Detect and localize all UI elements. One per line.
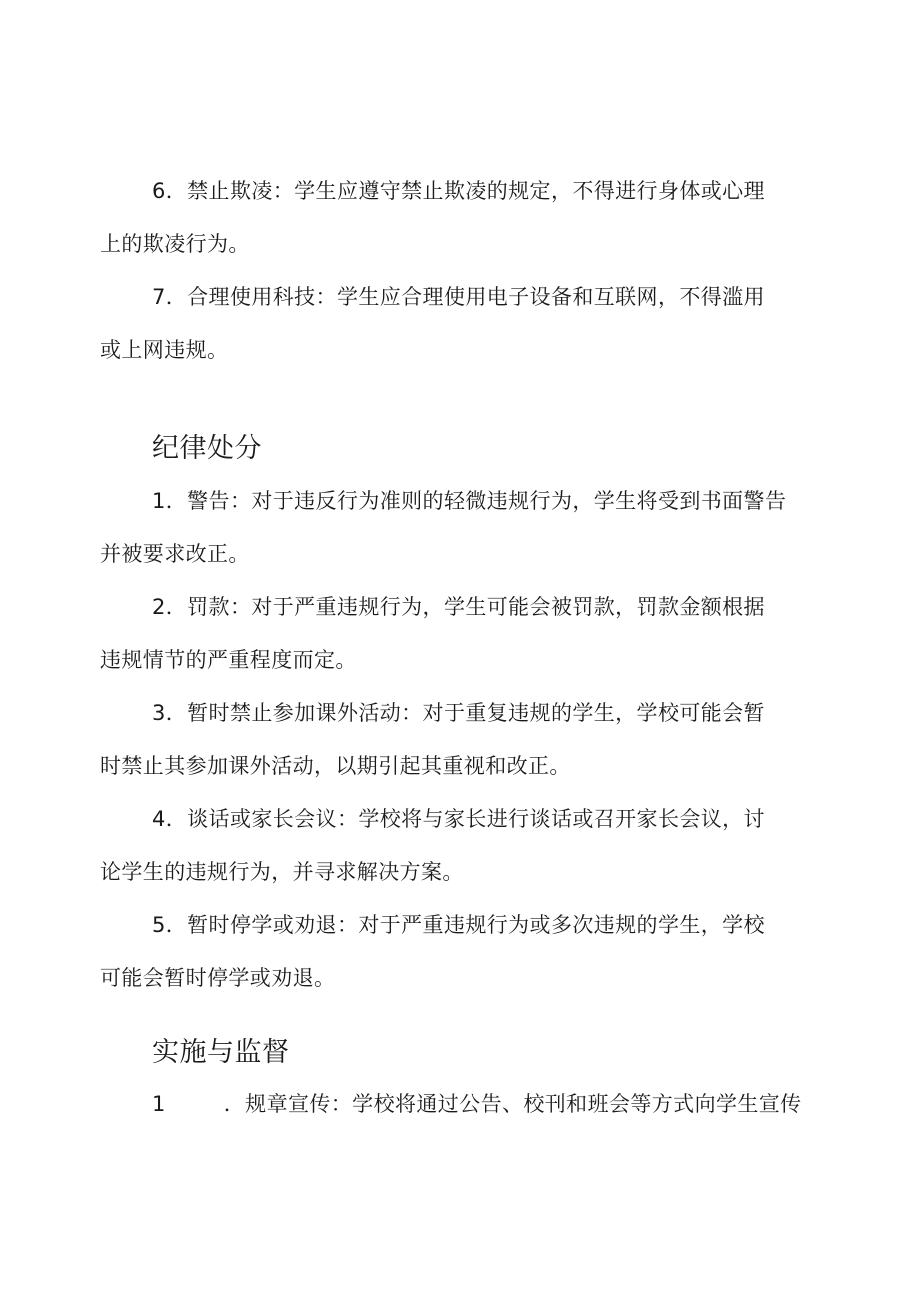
discipline-item-2-line-1: 2．罚款：对于严重违规行为，学生可能会被罚款，罚款金额根据 (152, 595, 765, 619)
conduct-item-6-line-1: 6．禁止欺凌：学生应遵守禁止欺凌的规定，不得进行身体或心理 (152, 179, 765, 203)
implementation-item-1-number: 1 (152, 1092, 166, 1116)
section-heading-discipline: 纪律处分 (152, 433, 262, 464)
section-heading-implementation: 实施与监督 (152, 1037, 290, 1068)
implementation-item-1 (152, 1088, 802, 1118)
discipline-item-3-line-1: 3．暂时禁止参加课外活动：对于重复违规的学生，学校可能会暂 (152, 701, 765, 725)
discipline-item-5-line-2: 可能会暂时停学或劝退。 (100, 966, 336, 990)
conduct-item-6-line-2: 上的欺凌行为。 (100, 232, 250, 256)
discipline-item-4-line-1: 4．谈话或家长会议：学校将与家长进行谈话或召开家长会议，讨 (152, 807, 765, 831)
discipline-item-2-line-2: 违规情节的严重程度而定。 (100, 648, 357, 672)
discipline-item-5-line-1: 5．暂时停学或劝退：对于严重违规行为或多次违规的学生，学校 (152, 913, 765, 937)
discipline-item-1-line-2: 并被要求改正。 (100, 542, 250, 566)
discipline-item-1-line-1: 1．警告：对于违反行为准则的轻微违规行为，学生将受到书面警告 (152, 489, 787, 513)
conduct-item-7-line-2: 或上网违规。 (100, 338, 229, 362)
discipline-item-3-line-2: 时禁止其参加课外活动，以期引起其重视和改正。 (100, 754, 571, 778)
implementation-item-1-text: ．规章宣传：学校将通过公告、校刊和班会等方式向学生宣传 (223, 1092, 802, 1116)
discipline-item-4-line-2: 论学生的违规行为，并寻求解决方案。 (100, 860, 464, 884)
conduct-item-7-line-1: 7．合理使用科技：学生应合理使用电子设备和互联网，不得滥用 (152, 285, 765, 309)
